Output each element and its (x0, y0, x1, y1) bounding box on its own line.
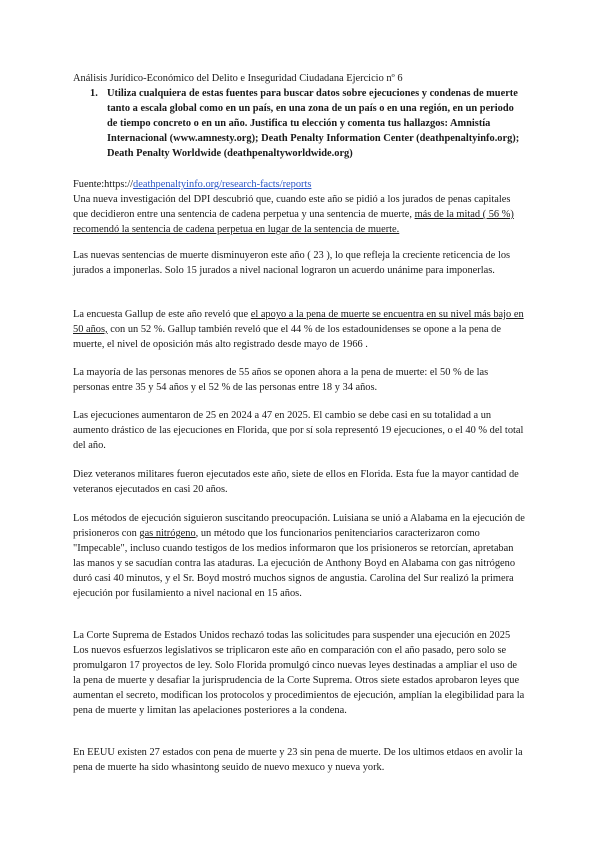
paragraph-gallup-text-b: con un 52 %. Gallup también reveló que el 44 % de los estadounidenses se opone a la pena de muerte, el nivel de oposición más alto registrado desde mayo de 1966 . (73, 324, 501, 350)
paragraph-supreme-court: La Corte Suprema de Estados Unidos rechazó todas las solicitudes para suspender una ejecución en 2025 Los nuevos esfuerzos legislativos se triplicaron este año en comparación con el año pasado, pero solo se promulgaron 17 proyectos de ley. Solo Florida promulgó cinco nuevas leyes destinadas a ampliar el uso de la pena de muerte y desafiar la jurisprudencia de la Corte Suprema. Otros siete estados aprobaron leyes que aumentan el secreto, modifican los protocolos y procedimientos de ejecución, amplían la elegibilidad para la pena de muerte y limitan las apelaciones posteriores a la condena. (73, 630, 525, 716)
paragraph-methods-text-a: Los métodos de ejecución siguieron suscitando preocupación. Luisiana se unió a Alabama en la ejecución de prisioneros con (73, 513, 525, 539)
task-text: Utiliza cualquiera de estas fuentes para buscar datos sobre ejecuciones y condenas de muerte tanto a escala global como en un país, en una zona de un país o en una región, en un periodo de tiempo concreto o en un año. Justifica tu elección y comenta tus hallazgos: Amnistía Internacional (www.amnesty.org); Death Penalty Information Center (deathpenaltyinfo.org); Death Penalty Worldwide (deathpenaltyworldwide.org) (107, 88, 520, 159)
paragraph-states: En EEUU existen 27 estados con pena de muerte y 23 sin pena de muerte. De los ultimos etdaos en avolir la pena de muerte ha sido whasintong seuido de nuevo mexuco y nueva york. (73, 747, 523, 773)
paragraph-gallup-underlined: el apoyo a la pena de muerte se encuentra en su nivel más bajo en 50 años, (73, 309, 524, 335)
paragraph-methods (73, 511, 526, 601)
source-label: Fuente:https:// (73, 179, 134, 190)
paragraph-gallup (73, 307, 526, 352)
paragraph-veterans: Diez veteranos militares fueron ejecutados este año, siete de ellos en Florida. Esta fue la mayor cantidad de veteranos ejecutados en casi 20 años. (73, 469, 519, 495)
source-link[interactable]: deathpenaltyinfo.org/research-facts/reports (133, 179, 312, 190)
paragraph-dpi-jury-underlined: más de la mitad ( 56 %) recomendó la sentencia de cadena perpetua en lugar de la sentencia de muerte. (73, 209, 514, 235)
paragraph-methods-text-b: , un método que los funcionarios penitenciarios caracterizaron como "Impecable", incluso cuando testigos de los medios informaron que los prisioneros se retorcían, apretaban las manos y se sacudían contra las ataduras. La ejecución de Anthony Boyd en Alabama con gas nitrógeno duró casi 40 minutos, y el Sr. Boyd mostró muchos signos de angustia. Carolina del Sur realizó la primera ejecución por fusilamiento a nivel nacional en 15 años. (73, 528, 516, 599)
paragraph-executions: Las ejecuciones aumentaron de 25 en 2024 a 47 en 2025. El cambio se debe casi en su totalidad a un aumento drástico de las ejecuciones en Florida, que por sí sola representó 19 ejecuciones, o el 40 % del total del año. (73, 410, 524, 451)
paragraph-gallup-text-a: La encuesta Gallup de este año reveló que (73, 309, 251, 320)
source-line (73, 177, 526, 192)
document-header: Análisis Jurídico-Económico del Delito e Inseguridad Ciudadana Ejercicio nº 6 (73, 73, 403, 84)
paragraph-methods-underlined: gas nitrógeno (139, 528, 196, 539)
task-number: 1. (90, 88, 98, 99)
paragraph-new-sentences: Las nuevas sentencias de muerte disminuyeron este año ( 23 ), lo que refleja la creciente reticencia de los jurados a imponerlas. Solo 15 jurados a nivel nacional lograron un acuerdo unánime para imponerlas. (73, 250, 511, 276)
paragraph-under-55: La mayoría de las personas menores de 55 años se oponen ahora a la pena de muerte: el 50 % de las personas entre 35 y 54 años y el 52 % de las personas entre 18 y 34 años. (73, 367, 489, 393)
paragraph-dpi-jury-text: Una nueva investigación del DPI descubrió que, cuando este año se pidió a los jurados de penas capitales que decidieron entre una sentencia de cadena perpetua y una sentencia de muerte, (73, 194, 511, 220)
paragraph-dpi-jury (73, 192, 526, 237)
